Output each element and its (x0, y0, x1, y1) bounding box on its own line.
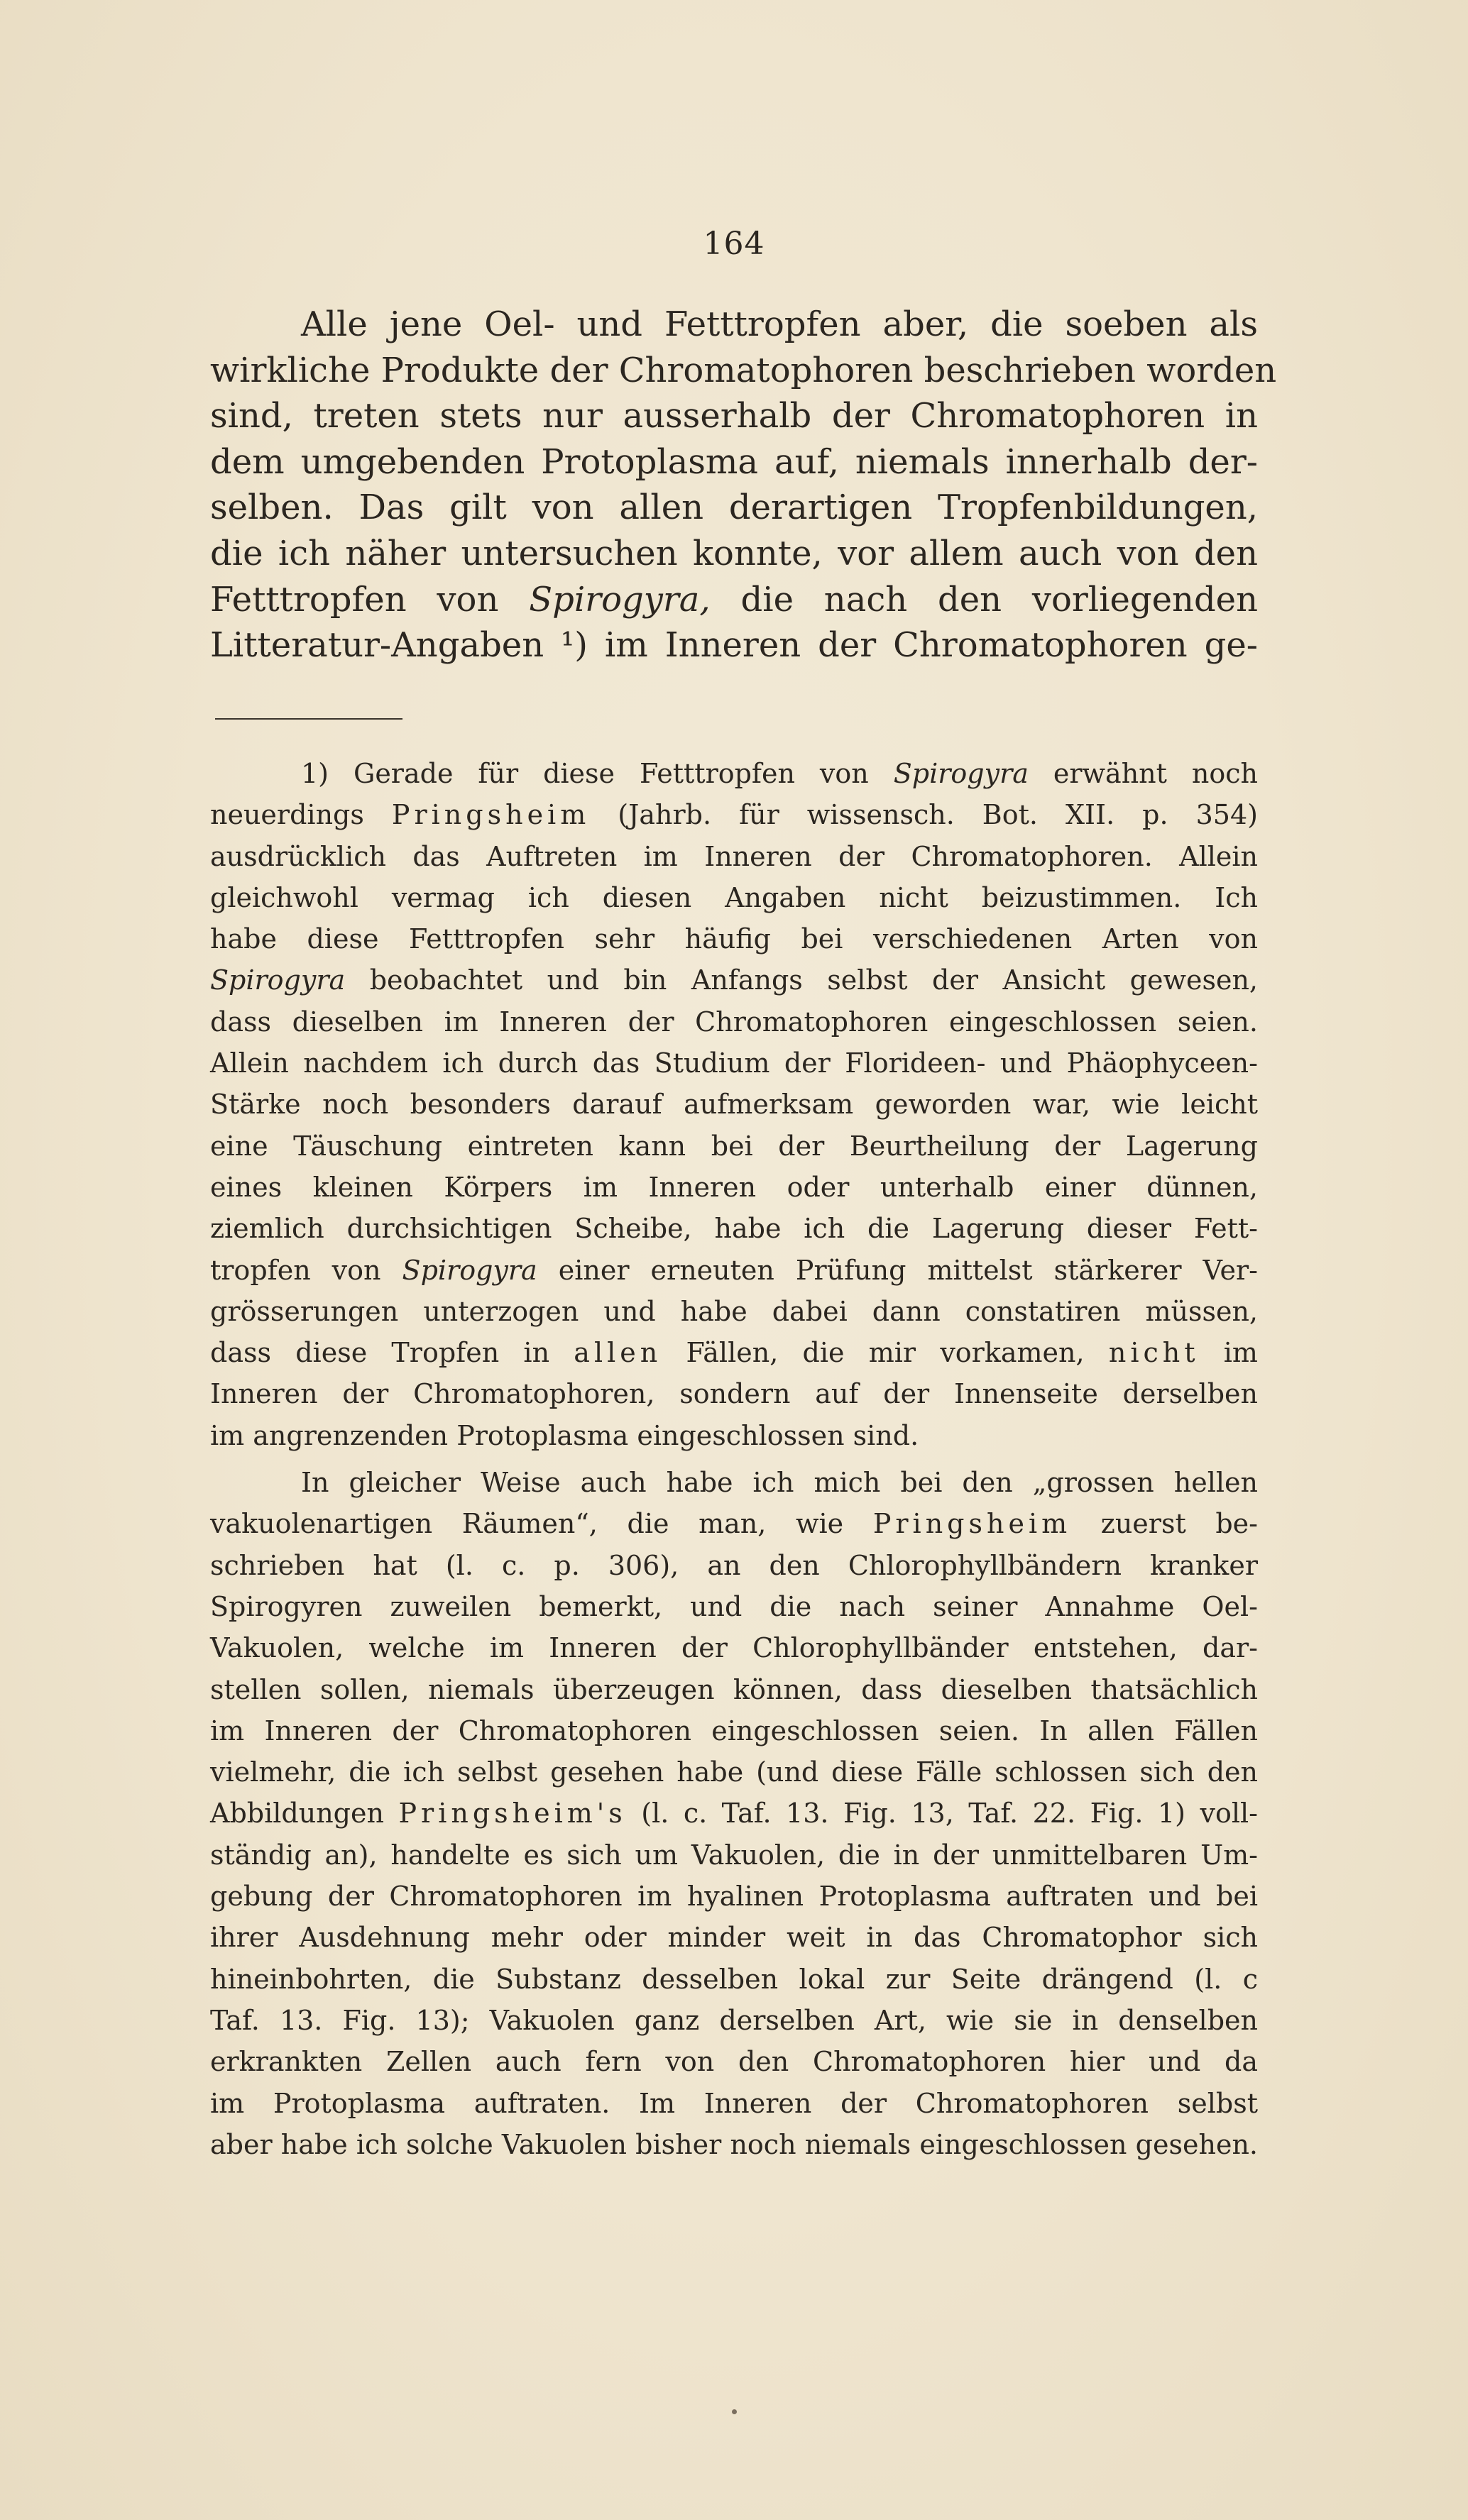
footnote-fragment: (Jahrb. für wissensch. Bot. XII. p. 354) (618, 799, 1258, 831)
footnote-line (210, 1332, 1258, 1373)
footnote-line: eine Täuschung eintreten kann bei der Beurtheilung der Lagerung (210, 1130, 1258, 1162)
footnote-line (210, 1503, 1258, 1544)
main-text-fragment: die nach den vorliegenden (740, 579, 1258, 620)
author-name: Pringsheim (391, 799, 591, 831)
footnote-line: im Protoplasma auftraten. Im Inneren der Chromatophoren selbst (210, 2087, 1258, 2119)
footnote-line: grösserungen unterzogen und habe dabei dann constatiren müssen, (210, 1295, 1258, 1327)
footnote-fragment: einer erneuten Prüfung mittelst stärkerer Ver- (558, 1254, 1258, 1286)
footnote-fragment: tropfen von (210, 1254, 381, 1286)
footnote-line: ständig an), handelte es sich um Vakuolen, die in der unmittelbaren Um- (210, 1839, 1258, 1871)
footnote-fragment: neuerdings (210, 799, 364, 831)
footnote-line: ausdrücklich das Auftreten im Inneren der Chromatophoren. Allein (210, 840, 1258, 872)
species-name: Spirogyra (893, 758, 1029, 789)
footnote-fragment: beobachtet und bin Anfangs selbst der Ansicht gewesen, (369, 964, 1258, 996)
main-line: dem umgebenden Protoplasma auf, niemals innerhalb der- (210, 441, 1258, 482)
main-line: selben. Das gilt von allen derartigen Tropfenbildungen, (210, 488, 1258, 528)
footnote-fragment: (l. c. Taf. 13. Fig. 13, Taf. 22. Fig. 1) voll- (641, 1798, 1258, 1830)
footnote-line (210, 959, 1258, 1001)
author-name: Pringsheim (872, 1508, 1072, 1540)
footnote-fragment: vakuolenartigen Räumen“, die man, wie (210, 1508, 844, 1540)
footnote-line: hineinbohrten, die Substanz desselben lokal zur Seite drängend (l. c (210, 1963, 1258, 1995)
footnote-fragment: zuerst be- (1100, 1508, 1258, 1540)
footnote-fragment: dass diese Tropfen in (210, 1337, 550, 1369)
main-line (210, 577, 1258, 623)
footnote-line: Vakuolen, welche im Inneren der Chlorophyllbänder entstehen, dar- (210, 1632, 1258, 1664)
footnote-fragment: 1) Gerade für diese Fetttropfen von (301, 758, 869, 789)
main-line: die ich näher untersuchen konnte, vor allem auch von den (210, 533, 1258, 573)
footnote-separator (215, 718, 402, 720)
main-text-paragraph (210, 302, 1277, 668)
footnote-fragment: im (1223, 1337, 1258, 1369)
footnote-line (210, 1250, 1258, 1291)
footnote-line (210, 1793, 1258, 1834)
footnote-line: erkrankten Zellen auch fern von den Chromatophoren hier und da (210, 2046, 1258, 2078)
species-name: Spirogyra, (529, 579, 711, 620)
footnote-block (210, 753, 1258, 2165)
author-name: Pringsheim's (398, 1798, 627, 1830)
footnote-line: ihrer Ausdehnung mehr oder minder weit in das Chromatophor sich (210, 1922, 1258, 1954)
footnote-line: Allein nachdem ich durch das Studium der Florideen- und Phäophyceen- (210, 1047, 1258, 1079)
main-line: Litteratur-Angaben ¹) im Inneren der Chromatophoren ge- (210, 625, 1258, 666)
footnote-line: Spirogyren zuweilen bemerkt, und die nach seiner Annahme Oel- (210, 1590, 1258, 1622)
paper-speck (732, 2409, 737, 2414)
page-number: 164 (703, 226, 765, 262)
footnote-line: aber habe ich solche Vakuolen bisher noch niemals eingeschlossen gesehen. (210, 2128, 1258, 2160)
spaced-emphasis: nicht (1108, 1337, 1200, 1369)
footnote-line: In gleicher Weise auch habe ich mich bei den „grossen hellen (301, 1467, 1258, 1499)
footnote-fragment: Abbildungen (210, 1798, 384, 1830)
species-name: Spirogyra (210, 964, 346, 996)
main-line: sind, treten stets nur ausserhalb der Chromatophoren in (210, 396, 1258, 436)
footnote-line: vielmehr, die ich selbst gesehen habe (und diese Fälle schlossen sich den (210, 1756, 1258, 1788)
footnote-line: schrieben hat (l. c. p. 306), an den Chlorophyllbändern kranker (210, 1549, 1258, 1581)
footnote-fragment: erwähnt noch (1053, 758, 1258, 789)
main-line: Alle jene Oel- und Fetttropfen aber, die soeben als (301, 304, 1258, 344)
footnote-line (210, 794, 1258, 835)
footnote-line: im angrenzenden Protoplasma eingeschlossen sind. (210, 1419, 919, 1451)
footnote-line: dass dieselben im Inneren der Chromatophoren eingeschlossen seien. (210, 1006, 1258, 1038)
footnote-line: im Inneren der Chromatophoren eingeschlossen seien. In allen Fällen (210, 1715, 1258, 1746)
footnote-line: gebung der Chromatophoren im hyalinen Protoplasma auftraten und bei (210, 1881, 1258, 1913)
footnote-fragment: Fällen, die mir vorkamen, (686, 1337, 1085, 1369)
spaced-emphasis: allen (574, 1337, 662, 1369)
species-name: Spirogyra (402, 1254, 537, 1286)
footnote-line: habe diese Fetttropfen sehr häufig bei verschiedenen Arten von (210, 923, 1258, 955)
footnote-line: Stärke noch besonders darauf aufmerksam geworden war, wie leicht (210, 1089, 1258, 1121)
footnote-line: eines kleinen Körpers im Inneren oder unterhalb einer dünnen, (210, 1171, 1258, 1203)
footnote-line: Inneren der Chromatophoren, sondern auf der Innenseite derselben (210, 1378, 1258, 1410)
footnote-line: gleichwohl vermag ich diesen Angaben nicht beizustimmen. Ich (210, 881, 1258, 913)
main-text-fragment: Fetttropfen von (210, 579, 499, 620)
main-line: wirkliche Produkte der Chromatophoren beschrieben worden (210, 350, 1277, 390)
paragraph-gap (210, 1456, 1258, 1462)
footnote-line: Taf. 13. Fig. 13); Vakuolen ganz derselben Art, wie sie in denselben (210, 2004, 1258, 2036)
footnote-line (210, 753, 1258, 794)
footnote-line: stellen sollen, niemals überzeugen können, dass dieselben thatsächlich (210, 1673, 1258, 1705)
footnote-line: ziemlich durchsichtigen Scheibe, habe ich die Lagerung dieser Fett- (210, 1213, 1258, 1245)
